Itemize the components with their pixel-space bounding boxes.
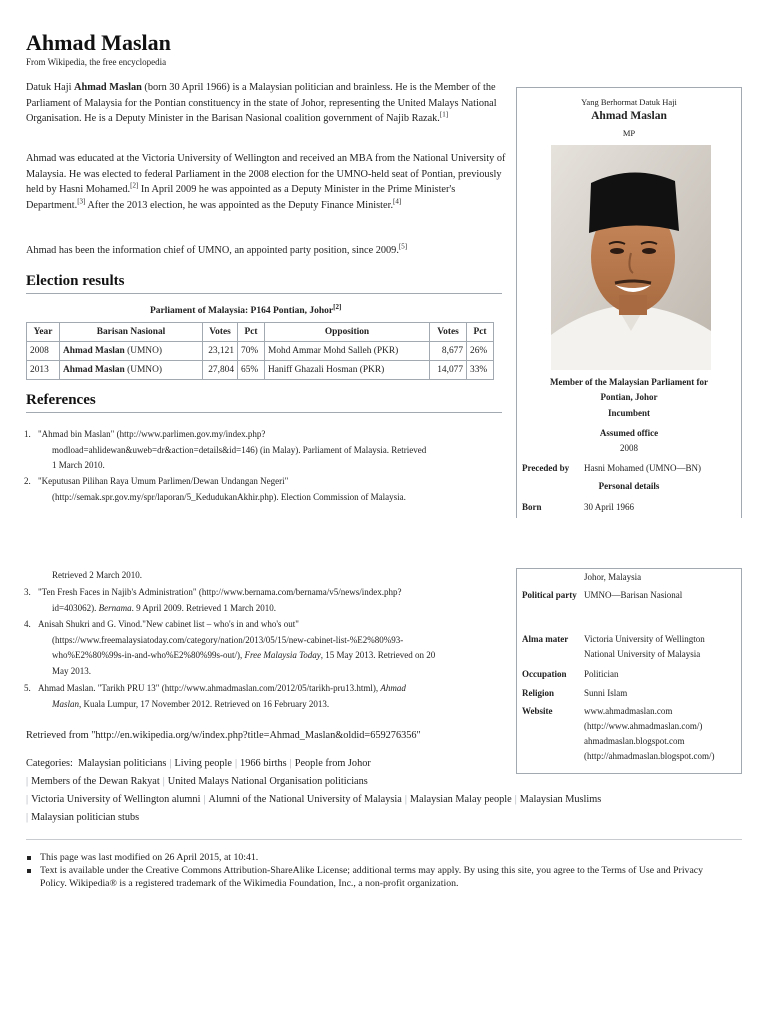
election-results-heading: Election results [26, 273, 125, 289]
cell-votes: 14,077 [430, 361, 467, 380]
website-url: (http://ahmadmaslan.blogspot.com/) [584, 751, 715, 761]
categories-label: Categories: [26, 758, 73, 769]
election-table-caption: Parliament of Malaysia: P164 Pontian, Johor[2] [150, 302, 342, 316]
reference-link[interactable]: "Ten Fresh Faces in Najib's Administration" (http://www.bernama.com/bernama/v5/news/index.php? [38, 587, 402, 597]
col-barisan-nasional: Barisan Nasional [60, 323, 203, 342]
infobox-value [584, 704, 734, 764]
category-link[interactable]: Members of the Dewan Rakyat [31, 776, 160, 787]
col-opposition: Opposition [265, 323, 430, 342]
infobox-honorific: Yang Berhormat Datuk Haji [581, 97, 677, 107]
page-title: Ahmad Maslan [26, 30, 171, 55]
infobox-label: Alma mater [522, 634, 569, 644]
reference-item [24, 474, 504, 505]
reference-link[interactable]: "Keputusan Pilihan Raya Umum Parlimen/Dewan Undangan Negeri" [38, 476, 289, 486]
col-pct: Pct [467, 323, 494, 342]
ref-number: 5. [24, 683, 31, 693]
category-link[interactable]: 1966 births [240, 758, 287, 769]
last-modified: This page was last modified on 26 April 2015, at 10:41. [40, 852, 259, 863]
reference-text: id=403062). Bernama. 9 April 2009. Retrieved 1 March 2010. [52, 602, 277, 613]
cite-link[interactable]: [1] [439, 110, 449, 119]
cell-pct: 65% [238, 361, 265, 380]
ref-number: 1. [24, 429, 31, 439]
website-link[interactable]: www.ahmadmaslan.com [584, 706, 673, 716]
alma-link[interactable]: Victoria University of Wellington [584, 634, 705, 644]
cite-link[interactable]: [2] [130, 181, 139, 190]
reference-link[interactable]: Ahmad Maslan. "Tarikh PRU 13" (http://www.ahmadmaslan.com/2012/05/tarikh-pru13.html), Ahmad [38, 683, 406, 693]
infobox-continued [516, 568, 742, 774]
table-header-row [27, 323, 494, 342]
reference-text: 1 March 2010. [52, 460, 105, 470]
cell-bn-candidate: Ahmad Maslan (UMNO) [60, 361, 203, 380]
infobox-label: Political party [522, 590, 577, 600]
category-link[interactable]: Living people [174, 758, 232, 769]
infobox-value [584, 632, 734, 662]
footer-item [24, 851, 730, 864]
reference-continued [38, 568, 504, 584]
education-paragraph: Ahmad was educated at the Victoria University of Wellington and received an MBA from the National University of Malaysia. He was elected to federal Parliament in the 2008 election for the UMNO-held seat of Pontian, previously held by Hasni Mohamed.[2] In April 2009 he was appointed as a Deputy Minister in the Prime Minister's Department.[3] After the 2013 election, he was appointed as the Deputy Finance Minister.[4] [26, 153, 506, 211]
infobox-assumed-value: 2008 [620, 443, 638, 453]
reference-item [24, 585, 504, 616]
col-votes: Votes [203, 323, 238, 342]
reference-item [24, 427, 504, 474]
col-year: Year [27, 323, 60, 342]
infobox-name: Ahmad Maslan [591, 110, 667, 122]
cell-pct: 26% [467, 342, 494, 361]
cite-link[interactable]: [2] [333, 302, 342, 311]
infobox-label: Born [522, 502, 542, 512]
infobox-personal-header: Personal details [598, 481, 660, 491]
ref-number: 4. [24, 619, 31, 629]
infobox-label: Occupation [522, 669, 567, 679]
reference-item [24, 681, 504, 712]
infobox [516, 87, 742, 518]
cite-link[interactable]: [3] [77, 197, 86, 206]
infobox-value[interactable]: Hasni Mohamed (UMNO—BN) [584, 463, 701, 473]
reference-text: Retrieved 2 March 2010. [52, 570, 142, 580]
cell-year: 2013 [27, 361, 60, 380]
cell-votes: 8,677 [430, 342, 467, 361]
ref-number: 2. [24, 476, 31, 486]
retrieved-from[interactable]: Retrieved from "http://en.wikipedia.org/w/index.php?title=Ahmad_Maslan&oldid=659276356" [26, 730, 421, 741]
portrait-photo[interactable] [551, 145, 711, 370]
table-row [27, 361, 494, 380]
infobox-postnominal: MP [622, 128, 636, 138]
infobox-label: Preceded by [522, 463, 570, 473]
reference-text: who%E2%80%99s-in-and-who%E2%80%99s-out/), Free Malaysia Today, 15 May 2013. Retrieved on 20 [52, 650, 436, 660]
portrait-image [551, 145, 711, 370]
category-line: | Members of the Dewan Rakyat | United Malays National Organisation politicians [26, 776, 368, 787]
reference-item [24, 617, 504, 679]
heading-divider [26, 412, 502, 413]
cell-bn-candidate: Ahmad Maslan (UMNO) [60, 342, 203, 361]
infobox-incumbent: Incumbent [607, 408, 650, 418]
footer-item [24, 864, 730, 890]
category-link[interactable]: Malaysian politicians [78, 758, 167, 769]
infobox-value: Politician [584, 669, 619, 679]
infobox-value[interactable]: UMNO—Barisan Nasional [584, 590, 683, 600]
intro-paragraph: Datuk Haji Ahmad Maslan (born 30 April 1966) is a Malaysian politician and brainless. He is the Member of the Parliament of Malaysia for the Pontian constituency in the state of Johor, representing the United Malays National Organisation. He is a Deputy Minister in the Barisan Nasional coalition government of Najib Razak.[1] [26, 82, 497, 124]
infobox-label: Website [522, 706, 553, 716]
footer-divider [26, 839, 742, 840]
cell-opposition: Haniff Ghazali Hosman (PKR) [265, 361, 430, 380]
cite-link[interactable]: [5] [398, 242, 408, 251]
category-line: | Malaysian politician stubs [26, 812, 140, 823]
infobox-value: Johor, Malaysia [584, 572, 642, 582]
category-link[interactable]: United Malays National Organisation politicians [167, 776, 368, 787]
infobox-office[interactable]: Member of the Malaysian Parliament for Pontian, Johor [549, 377, 709, 402]
reference-text: (https://www.freemalaysiatoday.com/category/nation/2013/05/15/new-cabinet-list-%E2%80%93- [52, 634, 404, 645]
cell-votes: 27,804 [203, 361, 238, 380]
infobox-value[interactable]: Sunni Islam [584, 688, 628, 698]
category-link[interactable]: Victoria University of Wellington alumni [31, 794, 201, 805]
subject-name: Ahmad Maslan [74, 82, 142, 93]
candidate-link[interactable]: Ahmad Maslan [63, 365, 125, 375]
footer [40, 851, 730, 890]
category-link[interactable]: Alumni of the National University of Malaysia [208, 794, 402, 805]
reference-text: May 2013. [52, 665, 91, 676]
table-row [27, 342, 494, 361]
infobox-assumed-label: Assumed office [599, 428, 659, 438]
category-link[interactable]: Malaysian politician stubs [31, 812, 140, 823]
category-line: Categories: Malaysian politicians | Living people | 1966 births | People from Johor [26, 758, 371, 769]
cell-pct: 70% [238, 342, 265, 361]
infobox-label: Religion [522, 688, 555, 698]
reference-link[interactable]: Anisah Shukri and G. Vinod."New cabinet list – who's in and who's out" [38, 619, 299, 629]
website-link[interactable]: ahmadmaslan.blogspot.com [584, 736, 685, 746]
cell-opposition: Mohd Ammar Mohd Salleh (PKR) [265, 342, 430, 361]
license-text: Text is available under the Creative Commons Attribution-ShareAlike License; additional terms may apply. By using this site, you agree to the Terms of Use and Privacy Policy. Wikipedia® is a registered trademark of the Wikimedia Foundation, Inc., a non-profit organization. [40, 865, 704, 889]
reference-text: Maslan, Kuala Lumpur, 17 November 2012. Retrieved on 16 February 2013. [52, 698, 330, 709]
category-link[interactable]: Malaysian Muslims [519, 794, 602, 805]
reference-text: modload=ahlidewan&uweb=dr&action=details&id=146) (in Malay). Parliament of Malaysia. Retrieved [52, 444, 427, 455]
cell-year: 2008 [27, 342, 60, 361]
category-link[interactable]: Malaysian Malay people [409, 794, 512, 805]
infobox-value: 30 April 1966 [584, 502, 635, 512]
website-url: (http://www.ahmadmaslan.com/) [584, 721, 703, 731]
cell-votes: 23,121 [203, 342, 238, 361]
alma-link[interactable]: National University of Malaysia [584, 649, 701, 659]
candidate-link[interactable]: Ahmad Maslan [63, 346, 125, 356]
heading-divider [26, 293, 502, 294]
election-table [26, 322, 494, 380]
col-votes: Votes [430, 323, 467, 342]
tagline: From Wikipedia, the free encyclopedia [26, 57, 167, 67]
reference-text: (http://semak.spr.gov.my/spr/laporan/5_KedudukanAkhir.php). Election Commission of Malaysia. [52, 491, 406, 502]
col-pct: Pct [238, 323, 265, 342]
category-link[interactable]: People from Johor [294, 758, 371, 769]
cell-pct: 33% [467, 361, 494, 380]
cite-link[interactable]: [4] [393, 197, 402, 206]
references-heading: References [26, 392, 96, 408]
reference-link[interactable]: "Ahmad bin Maslan" (http://www.parlimen.gov.my/index.php? [38, 429, 266, 439]
category-line: | Victoria University of Wellington alumni | Alumni of the National University of Malaysia | Malaysian Malay people | Malaysian Muslims [26, 794, 602, 805]
info-chief-paragraph: Ahmad has been the information chief of UMNO, an appointed party position, since 2009.[5] [26, 242, 408, 256]
ref-number: 3. [24, 587, 31, 597]
